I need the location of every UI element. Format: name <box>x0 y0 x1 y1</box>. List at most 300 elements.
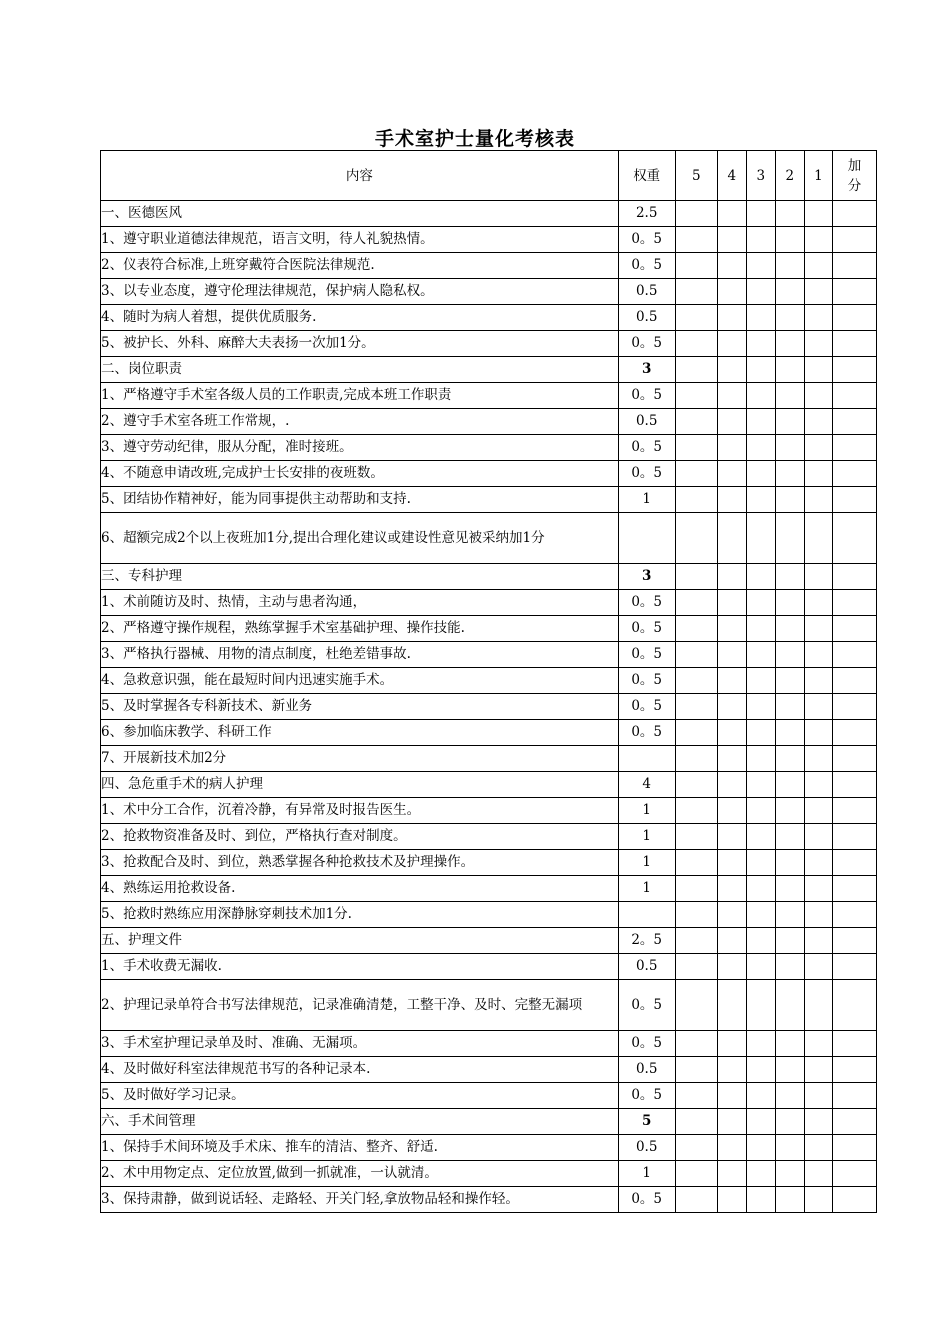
section-title: 六、手术间管理 <box>101 1109 619 1135</box>
score-5-cell[interactable] <box>675 694 717 720</box>
bonus-cell[interactable] <box>832 253 876 279</box>
score-1-cell[interactable] <box>804 694 832 720</box>
score-4-cell[interactable] <box>717 850 746 876</box>
score-5-cell[interactable] <box>675 616 717 642</box>
bonus-cell[interactable] <box>832 1187 876 1213</box>
score-1-cell[interactable] <box>804 279 832 305</box>
weight-cell: 0.5 <box>618 279 675 305</box>
score-4-cell[interactable] <box>717 798 746 824</box>
score-4-cell[interactable] <box>717 331 746 357</box>
score-1-cell[interactable] <box>804 746 832 772</box>
bonus-cell[interactable] <box>832 383 876 409</box>
score-4-cell[interactable] <box>717 435 746 461</box>
weight-cell: 0。5 <box>618 720 675 746</box>
bonus-cell[interactable] <box>832 824 876 850</box>
score-1-cell[interactable] <box>804 642 832 668</box>
score-4-cell[interactable] <box>717 305 746 331</box>
score-2-cell[interactable] <box>775 824 804 850</box>
score-2-cell[interactable] <box>775 409 804 435</box>
score-3-cell[interactable] <box>746 746 775 772</box>
page-title: 手术室护士量化考核表 <box>374 128 575 150</box>
section-row <box>101 201 877 227</box>
score-4-cell[interactable] <box>717 1031 746 1057</box>
score-1-cell[interactable] <box>804 616 832 642</box>
score-5-cell[interactable] <box>675 227 717 253</box>
score-5-cell[interactable] <box>675 1161 717 1187</box>
score-3-cell[interactable] <box>746 253 775 279</box>
score-2-cell[interactable] <box>775 668 804 694</box>
score-3-cell[interactable] <box>746 590 775 616</box>
score-5-cell[interactable] <box>675 279 717 305</box>
score-4-cell[interactable] <box>717 201 746 227</box>
score-3-cell[interactable] <box>746 1031 775 1057</box>
score-2-cell[interactable] <box>775 357 804 383</box>
score-1-cell[interactable] <box>804 980 832 1031</box>
score-2-cell[interactable] <box>775 902 804 928</box>
score-4-cell[interactable] <box>717 564 746 590</box>
item-text: 5、被护长、外科、麻醉大夫表扬一次加1分。 <box>101 331 619 357</box>
score-4-cell[interactable] <box>717 720 746 746</box>
score-3-cell[interactable] <box>746 798 775 824</box>
score-5-cell[interactable] <box>675 564 717 590</box>
score-2-cell[interactable] <box>775 487 804 513</box>
bonus-cell[interactable] <box>832 435 876 461</box>
header-weight: 权重 <box>618 151 675 201</box>
weight-cell: 0。5 <box>618 590 675 616</box>
score-5-cell[interactable] <box>675 253 717 279</box>
score-2-cell[interactable] <box>775 642 804 668</box>
score-1-cell[interactable] <box>804 902 832 928</box>
header-bonus-label: 加分 <box>847 157 862 194</box>
bonus-cell[interactable] <box>832 772 876 798</box>
bonus-cell[interactable] <box>832 928 876 954</box>
weight-cell: 0。5 <box>618 331 675 357</box>
score-3-cell[interactable] <box>746 720 775 746</box>
score-1-cell[interactable] <box>804 1031 832 1057</box>
score-4-cell[interactable] <box>717 253 746 279</box>
score-5-cell[interactable] <box>675 357 717 383</box>
score-1-cell[interactable] <box>804 876 832 902</box>
score-3-cell[interactable] <box>746 461 775 487</box>
score-3-cell[interactable] <box>746 305 775 331</box>
bonus-cell[interactable] <box>832 305 876 331</box>
bonus-cell[interactable] <box>832 1109 876 1135</box>
item-text: 5、及时做好学习记录。 <box>101 1083 619 1109</box>
bonus-cell[interactable] <box>832 461 876 487</box>
score-4-cell[interactable] <box>717 1161 746 1187</box>
score-5-cell[interactable] <box>675 850 717 876</box>
table-row <box>101 850 877 876</box>
score-4-cell[interactable] <box>717 642 746 668</box>
weight-cell: 5 <box>618 1109 675 1135</box>
score-3-cell[interactable] <box>746 564 775 590</box>
score-1-cell[interactable] <box>804 1161 832 1187</box>
header-score-3: 3 <box>746 151 775 201</box>
score-5-cell[interactable] <box>675 876 717 902</box>
score-5-cell[interactable] <box>675 487 717 513</box>
score-2-cell[interactable] <box>775 928 804 954</box>
score-5-cell[interactable] <box>675 1083 717 1109</box>
score-1-cell[interactable] <box>804 772 832 798</box>
score-3-cell[interactable] <box>746 1135 775 1161</box>
score-2-cell[interactable] <box>775 1031 804 1057</box>
score-3-cell[interactable] <box>746 616 775 642</box>
score-5-cell[interactable] <box>675 513 717 564</box>
table-row <box>101 590 877 616</box>
weight-cell: 0。5 <box>618 461 675 487</box>
section-row <box>101 564 877 590</box>
bonus-cell[interactable] <box>832 487 876 513</box>
score-1-cell[interactable] <box>804 1109 832 1135</box>
score-1-cell[interactable] <box>804 850 832 876</box>
table-row <box>101 746 877 772</box>
item-text: 4、及时做好科室法律规范书写的各种记录本. <box>101 1057 619 1083</box>
table-row <box>101 954 877 980</box>
item-text: 7、开展新技术加2分 <box>101 746 619 772</box>
score-2-cell[interactable] <box>775 980 804 1031</box>
score-5-cell[interactable] <box>675 902 717 928</box>
score-2-cell[interactable] <box>775 1083 804 1109</box>
score-2-cell[interactable] <box>775 435 804 461</box>
table-row <box>101 331 877 357</box>
score-3-cell[interactable] <box>746 668 775 694</box>
score-2-cell[interactable] <box>775 383 804 409</box>
score-5-cell[interactable] <box>675 590 717 616</box>
score-5-cell[interactable] <box>675 668 717 694</box>
table-row <box>101 461 877 487</box>
bonus-cell[interactable] <box>832 876 876 902</box>
weight-cell: 0.5 <box>618 305 675 331</box>
header-score-5: 5 <box>675 151 717 201</box>
score-2-cell[interactable] <box>775 253 804 279</box>
item-text: 2、抢救物资准备及时、到位，严格执行查对制度。 <box>101 824 619 850</box>
bonus-cell[interactable] <box>832 720 876 746</box>
score-1-cell[interactable] <box>804 928 832 954</box>
score-4-cell[interactable] <box>717 928 746 954</box>
score-5-cell[interactable] <box>675 305 717 331</box>
score-4-cell[interactable] <box>717 1083 746 1109</box>
score-3-cell[interactable] <box>746 642 775 668</box>
item-text: 3、严格执行器械、用物的清点制度，杜绝差错事故. <box>101 642 619 668</box>
score-4-cell[interactable] <box>717 694 746 720</box>
score-1-cell[interactable] <box>804 227 832 253</box>
bonus-cell[interactable] <box>832 694 876 720</box>
weight-cell: 0。5 <box>618 253 675 279</box>
bonus-cell[interactable] <box>832 1031 876 1057</box>
score-4-cell[interactable] <box>717 954 746 980</box>
table-row <box>101 642 877 668</box>
weight-cell: 3 <box>618 564 675 590</box>
header-bonus <box>832 151 876 201</box>
item-text: 1、手术收费无漏收. <box>101 954 619 980</box>
score-5-cell[interactable] <box>675 772 717 798</box>
score-2-cell[interactable] <box>775 954 804 980</box>
score-1-cell[interactable] <box>804 357 832 383</box>
score-2-cell[interactable] <box>775 1057 804 1083</box>
bonus-cell[interactable] <box>832 850 876 876</box>
score-5-cell[interactable] <box>675 1187 717 1213</box>
section-row <box>101 772 877 798</box>
score-1-cell[interactable] <box>804 201 832 227</box>
item-text: 1、术中分工合作，沉着冷静，有异常及时报告医生。 <box>101 798 619 824</box>
weight-cell: 0。5 <box>618 435 675 461</box>
table-row <box>101 487 877 513</box>
bonus-cell[interactable] <box>832 1161 876 1187</box>
score-3-cell[interactable] <box>746 980 775 1031</box>
score-1-cell[interactable] <box>804 1135 832 1161</box>
score-1-cell[interactable] <box>804 1187 832 1213</box>
bonus-cell[interactable] <box>832 357 876 383</box>
bonus-cell[interactable] <box>832 642 876 668</box>
header-score-2: 2 <box>775 151 804 201</box>
score-3-cell[interactable] <box>746 1161 775 1187</box>
score-3-cell[interactable] <box>746 850 775 876</box>
score-5-cell[interactable] <box>675 409 717 435</box>
score-3-cell[interactable] <box>746 279 775 305</box>
score-3-cell[interactable] <box>746 435 775 461</box>
bonus-cell[interactable] <box>832 980 876 1031</box>
item-text: 3、保持肃静，做到说话轻、走路轻、开关门轻,拿放物品轻和操作轻。 <box>101 1187 619 1213</box>
bonus-cell[interactable] <box>832 902 876 928</box>
table-row <box>101 435 877 461</box>
score-4-cell[interactable] <box>717 616 746 642</box>
score-2-cell[interactable] <box>775 850 804 876</box>
score-5-cell[interactable] <box>675 1031 717 1057</box>
score-3-cell[interactable] <box>746 409 775 435</box>
score-3-cell[interactable] <box>746 227 775 253</box>
bonus-cell[interactable] <box>832 1057 876 1083</box>
score-4-cell[interactable] <box>717 746 746 772</box>
score-4-cell[interactable] <box>717 383 746 409</box>
table-row <box>101 902 877 928</box>
score-5-cell[interactable] <box>675 1057 717 1083</box>
table-row <box>101 279 877 305</box>
bonus-cell[interactable] <box>832 590 876 616</box>
score-1-cell[interactable] <box>804 720 832 746</box>
score-5-cell[interactable] <box>675 383 717 409</box>
header-row <box>101 151 877 201</box>
bonus-cell[interactable] <box>832 1083 876 1109</box>
weight-cell: 1 <box>618 798 675 824</box>
score-5-cell[interactable] <box>675 435 717 461</box>
score-3-cell[interactable] <box>746 954 775 980</box>
table-row <box>101 409 877 435</box>
score-2-cell[interactable] <box>775 1109 804 1135</box>
score-1-cell[interactable] <box>804 824 832 850</box>
score-3-cell[interactable] <box>746 1109 775 1135</box>
score-5-cell[interactable] <box>675 824 717 850</box>
section-title: 五、护理文件 <box>101 928 619 954</box>
weight-cell: 3 <box>618 357 675 383</box>
table-row <box>101 876 877 902</box>
weight-cell: 0.5 <box>618 1135 675 1161</box>
score-3-cell[interactable] <box>746 201 775 227</box>
score-1-cell[interactable] <box>804 487 832 513</box>
score-3-cell[interactable] <box>746 1083 775 1109</box>
score-4-cell[interactable] <box>717 876 746 902</box>
bonus-cell[interactable] <box>832 954 876 980</box>
score-1-cell[interactable] <box>804 798 832 824</box>
score-3-cell[interactable] <box>746 331 775 357</box>
score-3-cell[interactable] <box>746 383 775 409</box>
item-text: 3、遵守劳动纪律，服从分配，准时接班。 <box>101 435 619 461</box>
score-2-cell[interactable] <box>775 798 804 824</box>
score-2-cell[interactable] <box>775 305 804 331</box>
score-3-cell[interactable] <box>746 876 775 902</box>
score-2-cell[interactable] <box>775 746 804 772</box>
section-row <box>101 928 877 954</box>
score-4-cell[interactable] <box>717 357 746 383</box>
item-text: 4、随时为病人着想，提供优质服务. <box>101 305 619 331</box>
bonus-cell[interactable] <box>832 227 876 253</box>
score-4-cell[interactable] <box>717 1187 746 1213</box>
score-5-cell[interactable] <box>675 1135 717 1161</box>
table-row <box>101 1031 877 1057</box>
item-text: 5、抢救时熟练应用深静脉穿刺技术加1分. <box>101 902 619 928</box>
bonus-cell[interactable] <box>832 668 876 694</box>
weight-cell: 1 <box>618 487 675 513</box>
weight-cell: 0。5 <box>618 1083 675 1109</box>
score-1-cell[interactable] <box>804 513 832 564</box>
weight-cell: 1 <box>618 850 675 876</box>
score-1-cell[interactable] <box>804 253 832 279</box>
score-5-cell[interactable] <box>675 201 717 227</box>
score-5-cell[interactable] <box>675 642 717 668</box>
score-5-cell[interactable] <box>675 954 717 980</box>
section-title: 一、医德医风 <box>101 201 619 227</box>
table-row <box>101 253 877 279</box>
item-text: 1、保持手术间环境及手术床、推车的清洁、整齐、舒适. <box>101 1135 619 1161</box>
score-5-cell[interactable] <box>675 1109 717 1135</box>
section-row <box>101 1109 877 1135</box>
score-4-cell[interactable] <box>717 1135 746 1161</box>
score-2-cell[interactable] <box>775 1187 804 1213</box>
score-3-cell[interactable] <box>746 772 775 798</box>
weight-cell: 1 <box>618 1161 675 1187</box>
score-1-cell[interactable] <box>804 1057 832 1083</box>
score-1-cell[interactable] <box>804 1083 832 1109</box>
score-4-cell[interactable] <box>717 1109 746 1135</box>
score-5-cell[interactable] <box>675 746 717 772</box>
score-2-cell[interactable] <box>775 227 804 253</box>
score-5-cell[interactable] <box>675 720 717 746</box>
score-1-cell[interactable] <box>804 331 832 357</box>
score-2-cell[interactable] <box>775 1135 804 1161</box>
score-2-cell[interactable] <box>775 616 804 642</box>
bonus-cell[interactable] <box>832 513 876 564</box>
score-1-cell[interactable] <box>804 590 832 616</box>
score-2-cell[interactable] <box>775 772 804 798</box>
weight-cell: 4 <box>618 772 675 798</box>
score-1-cell[interactable] <box>804 435 832 461</box>
weight-cell: 0.5 <box>618 1057 675 1083</box>
score-3-cell[interactable] <box>746 357 775 383</box>
score-3-cell[interactable] <box>746 487 775 513</box>
score-5-cell[interactable] <box>675 980 717 1031</box>
score-2-cell[interactable] <box>775 694 804 720</box>
score-1-cell[interactable] <box>804 305 832 331</box>
score-4-cell[interactable] <box>717 980 746 1031</box>
score-2-cell[interactable] <box>775 461 804 487</box>
bonus-cell[interactable] <box>832 201 876 227</box>
score-5-cell[interactable] <box>675 331 717 357</box>
score-4-cell[interactable] <box>717 668 746 694</box>
bonus-cell[interactable] <box>832 1135 876 1161</box>
score-4-cell[interactable] <box>717 461 746 487</box>
score-3-cell[interactable] <box>746 902 775 928</box>
score-3-cell[interactable] <box>746 1187 775 1213</box>
score-4-cell[interactable] <box>717 227 746 253</box>
score-4-cell[interactable] <box>717 772 746 798</box>
score-2-cell[interactable] <box>775 876 804 902</box>
weight-cell: 2。5 <box>618 928 675 954</box>
section-title: 四、急危重手术的病人护理 <box>101 772 619 798</box>
bonus-cell[interactable] <box>832 798 876 824</box>
header-score-1: 1 <box>804 151 832 201</box>
score-4-cell[interactable] <box>717 487 746 513</box>
section-title: 二、岗位职责 <box>101 357 619 383</box>
score-2-cell[interactable] <box>775 564 804 590</box>
score-4-cell[interactable] <box>717 824 746 850</box>
score-1-cell[interactable] <box>804 383 832 409</box>
score-1-cell[interactable] <box>804 954 832 980</box>
score-4-cell[interactable] <box>717 902 746 928</box>
score-3-cell[interactable] <box>746 513 775 564</box>
bonus-cell[interactable] <box>832 331 876 357</box>
score-1-cell[interactable] <box>804 668 832 694</box>
table-row <box>101 383 877 409</box>
bonus-cell[interactable] <box>832 409 876 435</box>
score-2-cell[interactable] <box>775 331 804 357</box>
score-4-cell[interactable] <box>717 513 746 564</box>
score-2-cell[interactable] <box>775 720 804 746</box>
weight-cell <box>618 902 675 928</box>
bonus-cell[interactable] <box>832 564 876 590</box>
score-3-cell[interactable] <box>746 928 775 954</box>
score-3-cell[interactable] <box>746 824 775 850</box>
header-content: 内容 <box>101 151 619 201</box>
score-2-cell[interactable] <box>775 279 804 305</box>
score-5-cell[interactable] <box>675 928 717 954</box>
score-5-cell[interactable] <box>675 798 717 824</box>
score-5-cell[interactable] <box>675 461 717 487</box>
item-text: 4、急救意识强，能在最短时间内迅速实施手术。 <box>101 668 619 694</box>
score-4-cell[interactable] <box>717 279 746 305</box>
score-4-cell[interactable] <box>717 1057 746 1083</box>
score-2-cell[interactable] <box>775 201 804 227</box>
score-1-cell[interactable] <box>804 461 832 487</box>
score-4-cell[interactable] <box>717 590 746 616</box>
score-3-cell[interactable] <box>746 1057 775 1083</box>
bonus-cell[interactable] <box>832 279 876 305</box>
score-1-cell[interactable] <box>804 409 832 435</box>
bonus-cell[interactable] <box>832 616 876 642</box>
score-1-cell[interactable] <box>804 564 832 590</box>
score-2-cell[interactable] <box>775 513 804 564</box>
table-row <box>101 1083 877 1109</box>
weight-cell: 0。5 <box>618 227 675 253</box>
bonus-cell[interactable] <box>832 746 876 772</box>
score-3-cell[interactable] <box>746 694 775 720</box>
table-row <box>101 227 877 253</box>
table-row <box>101 668 877 694</box>
item-text: 2、护理记录单符合书写法律规范，记录准确清楚，工整干净、及时、完整无漏项 <box>101 980 619 1031</box>
score-2-cell[interactable] <box>775 1161 804 1187</box>
weight-cell: 1 <box>618 876 675 902</box>
item-text: 1、遵守职业道德法律规范，语言文明，待人礼貌热情。 <box>101 227 619 253</box>
score-4-cell[interactable] <box>717 409 746 435</box>
score-2-cell[interactable] <box>775 590 804 616</box>
